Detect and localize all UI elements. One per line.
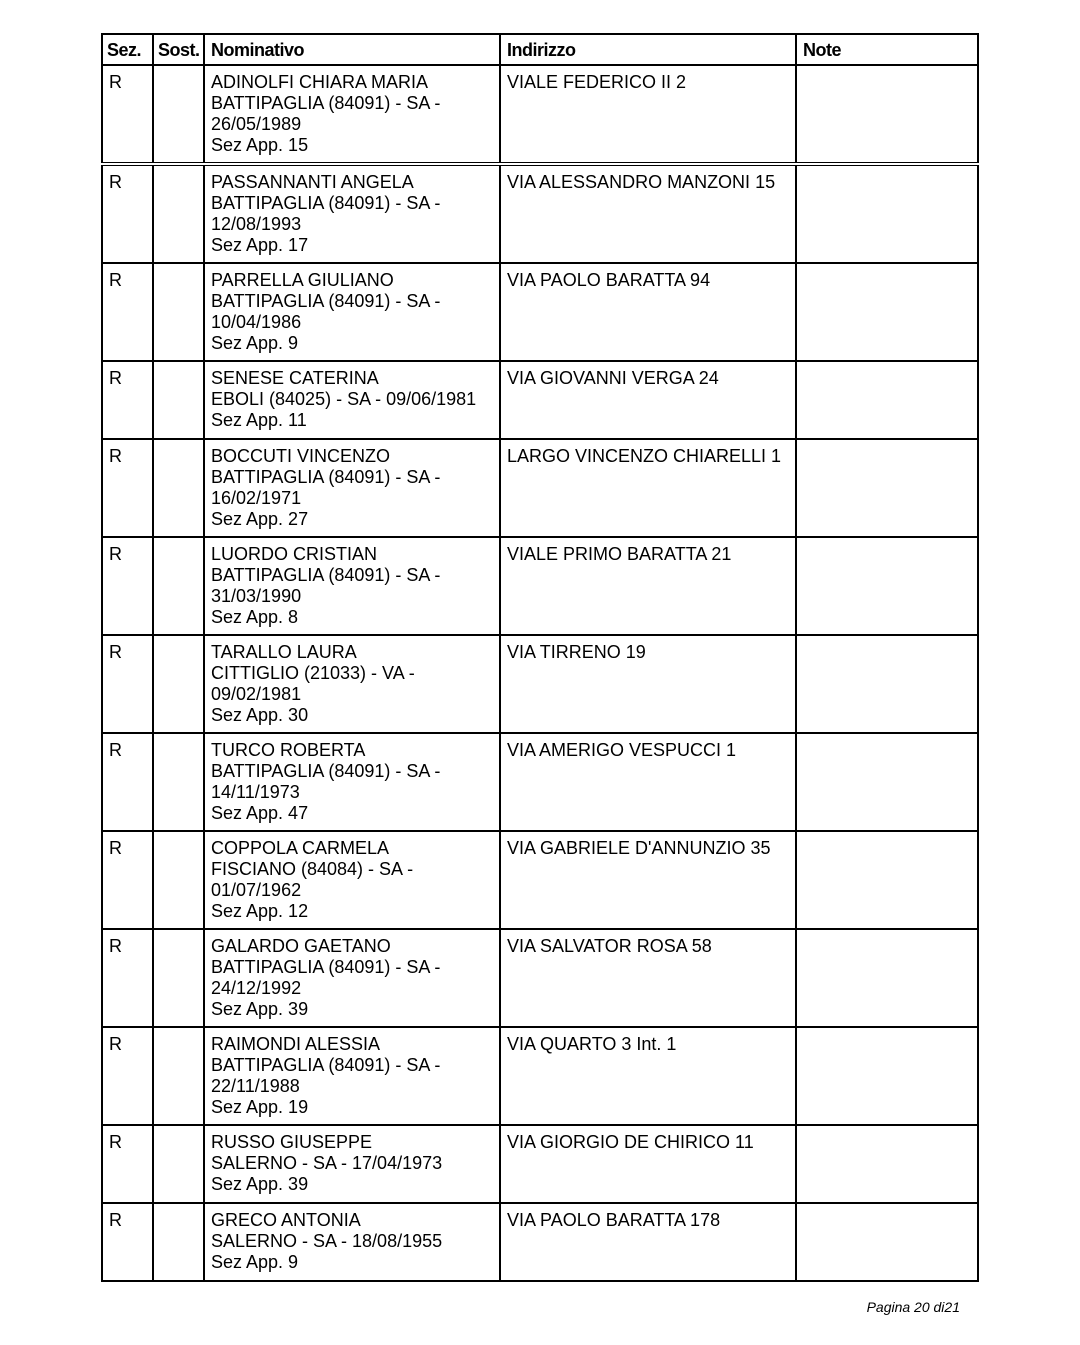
cell-nominativo: [204, 537, 500, 635]
header-sez: Sez.: [102, 34, 153, 65]
table-row: [102, 733, 978, 831]
elector-name: RAIMONDI ALESSIA: [211, 1034, 381, 1054]
table-row: [102, 439, 978, 537]
birth-place-date: BATTIPAGLIA (84091) - SA -: [211, 565, 441, 585]
cell-sost: [153, 263, 204, 361]
sez-app: Sez App. 11: [211, 410, 307, 430]
cell-indirizzo: VIA QUARTO 3 Int. 1: [500, 1027, 796, 1125]
cell-nominativo: [204, 361, 500, 439]
cell-indirizzo: VIA GIOVANNI VERGA 24: [500, 361, 796, 439]
birth-place-date: BATTIPAGLIA (84091) - SA -: [211, 193, 441, 213]
birth-place-date: SALERNO - SA - 17/04/1973: [211, 1153, 443, 1173]
cell-note: [796, 263, 978, 361]
cell-indirizzo: VIA ALESSANDRO MANZONI 15: [500, 164, 796, 263]
elector-name: GALARDO GAETANO: [211, 936, 391, 956]
cell-sez: R: [102, 831, 153, 929]
cell-note: [796, 1125, 978, 1203]
cell-note: [796, 1027, 978, 1125]
cell-note: [796, 439, 978, 537]
cell-sez: R: [102, 164, 153, 263]
table-row: [102, 1203, 978, 1281]
elector-name: PARRELLA GIULIANO: [211, 270, 394, 290]
birth-date: 26/05/1989: [211, 114, 302, 134]
cell-indirizzo: LARGO VINCENZO CHIARELLI 1: [500, 439, 796, 537]
cell-indirizzo: VIA GIORGIO DE CHIRICO 11: [500, 1125, 796, 1203]
cell-nominativo: [204, 1203, 500, 1281]
birth-place-date: BATTIPAGLIA (84091) - SA -: [211, 93, 441, 113]
birth-place-date: BATTIPAGLIA (84091) - SA -: [211, 467, 441, 487]
elector-name: TURCO ROBERTA: [211, 740, 366, 760]
cell-sez: R: [102, 65, 153, 164]
cell-sez: R: [102, 537, 153, 635]
birth-place-date: BATTIPAGLIA (84091) - SA -: [211, 957, 441, 977]
table-header-row: [102, 34, 978, 65]
cell-sost: [153, 929, 204, 1027]
sez-app: Sez App. 30: [211, 705, 309, 725]
birth-place-date: SALERNO - SA - 18/08/1955: [211, 1231, 443, 1251]
cell-indirizzo: VIA AMERIGO VESPUCCI 1: [500, 733, 796, 831]
cell-nominativo: [204, 65, 500, 164]
cell-note: [796, 733, 978, 831]
table-row: [102, 635, 978, 733]
elector-name: RUSSO GIUSEPPE: [211, 1132, 373, 1152]
cell-sost: [153, 537, 204, 635]
table-row: [102, 537, 978, 635]
elector-name: COPPOLA CARMELA: [211, 838, 390, 858]
cell-note: [796, 361, 978, 439]
birth-place-date: BATTIPAGLIA (84091) - SA -: [211, 761, 441, 781]
table-row: [102, 164, 978, 263]
sez-app: Sez App. 12: [211, 901, 309, 921]
cell-indirizzo: VIA TIRRENO 19: [500, 635, 796, 733]
sez-app: Sez App. 8: [211, 607, 299, 627]
birth-date: 16/02/1971: [211, 488, 302, 508]
cell-indirizzo: VIA GABRIELE D'ANNUNZIO 35: [500, 831, 796, 929]
cell-nominativo: [204, 439, 500, 537]
table-row: [102, 1125, 978, 1203]
birth-date: 12/08/1993: [211, 214, 302, 234]
birth-place-date: FISCIANO (84084) - SA -: [211, 859, 414, 879]
birth-date: 31/03/1990: [211, 586, 302, 606]
cell-nominativo: [204, 263, 500, 361]
elector-name: ADINOLFI CHIARA MARIA: [211, 72, 429, 92]
cell-nominativo: [204, 1125, 500, 1203]
cell-sez: R: [102, 263, 153, 361]
cell-indirizzo: VIA PAOLO BARATTA 94: [500, 263, 796, 361]
sez-app: Sez App. 39: [211, 1174, 309, 1194]
birth-place-date: EBOLI (84025) - SA - 09/06/1981: [211, 389, 477, 409]
electors-table: [101, 33, 979, 1282]
sez-app: Sez App. 9: [211, 1252, 299, 1272]
cell-sost: [153, 733, 204, 831]
page-number: Pagina 20 di21: [866, 1299, 960, 1315]
table-row: [102, 831, 978, 929]
table-row: [102, 263, 978, 361]
table-row: [102, 929, 978, 1027]
cell-sost: [153, 361, 204, 439]
cell-note: [796, 65, 978, 164]
cell-sez: R: [102, 1027, 153, 1125]
birth-date: 24/12/1992: [211, 978, 302, 998]
cell-sost: [153, 1027, 204, 1125]
table-row: [102, 361, 978, 439]
sez-app: Sez App. 9: [211, 333, 299, 353]
elector-name: BOCCUTI VINCENZO: [211, 446, 391, 466]
birth-place-date: BATTIPAGLIA (84091) - SA -: [211, 291, 441, 311]
sez-app: Sez App. 47: [211, 803, 309, 823]
header-sost: Sost.: [153, 34, 204, 65]
cell-note: [796, 635, 978, 733]
cell-sost: [153, 635, 204, 733]
sez-app: Sez App. 17: [211, 235, 309, 255]
birth-place-date: BATTIPAGLIA (84091) - SA -: [211, 1055, 441, 1075]
elector-name: LUORDO CRISTIAN: [211, 544, 378, 564]
header-indirizzo: Indirizzo: [500, 34, 796, 65]
elector-name: SENESE CATERINA: [211, 368, 379, 388]
cell-indirizzo: VIALE FEDERICO II 2: [500, 65, 796, 164]
cell-sez: R: [102, 635, 153, 733]
cell-note: [796, 1203, 978, 1281]
cell-nominativo: [204, 1027, 500, 1125]
cell-indirizzo: VIA SALVATOR ROSA 58: [500, 929, 796, 1027]
birth-date: 01/07/1962: [211, 880, 302, 900]
table-row: [102, 1027, 978, 1125]
cell-sez: R: [102, 733, 153, 831]
birth-date: 10/04/1986: [211, 312, 302, 332]
cell-sez: R: [102, 1125, 153, 1203]
birth-place-date: CITTIGLIO (21033) - VA -: [211, 663, 415, 683]
cell-nominativo: [204, 929, 500, 1027]
sez-app: Sez App. 19: [211, 1097, 309, 1117]
sez-app: Sez App. 27: [211, 509, 309, 529]
table-row: [102, 65, 978, 164]
cell-sez: R: [102, 439, 153, 537]
cell-sost: [153, 1125, 204, 1203]
birth-date: 22/11/1988: [211, 1076, 300, 1096]
cell-note: [796, 831, 978, 929]
elector-name: TARALLO LAURA: [211, 642, 357, 662]
cell-nominativo: [204, 733, 500, 831]
cell-note: [796, 929, 978, 1027]
cell-sez: R: [102, 361, 153, 439]
cell-sost: [153, 65, 204, 164]
sez-app: Sez App. 39: [211, 999, 309, 1019]
elector-name: GRECO ANTONIA: [211, 1210, 361, 1230]
cell-indirizzo: VIA PAOLO BARATTA 178: [500, 1203, 796, 1281]
cell-sost: [153, 831, 204, 929]
cell-nominativo: [204, 831, 500, 929]
elector-name: PASSANNANTI ANGELA: [211, 172, 414, 192]
cell-note: [796, 164, 978, 263]
cell-sost: [153, 439, 204, 537]
cell-sez: R: [102, 1203, 153, 1281]
cell-sost: [153, 164, 204, 263]
cell-sez: R: [102, 929, 153, 1027]
cell-nominativo: [204, 164, 500, 263]
cell-sost: [153, 1203, 204, 1281]
header-nominativo: Nominativo: [204, 34, 500, 65]
cell-nominativo: [204, 635, 500, 733]
header-note: Note: [796, 34, 978, 65]
birth-date: 14/11/1973: [211, 782, 300, 802]
cell-indirizzo: VIALE PRIMO BARATTA 21: [500, 537, 796, 635]
cell-note: [796, 537, 978, 635]
birth-date: 09/02/1981: [211, 684, 302, 704]
sez-app: Sez App. 15: [211, 135, 309, 155]
